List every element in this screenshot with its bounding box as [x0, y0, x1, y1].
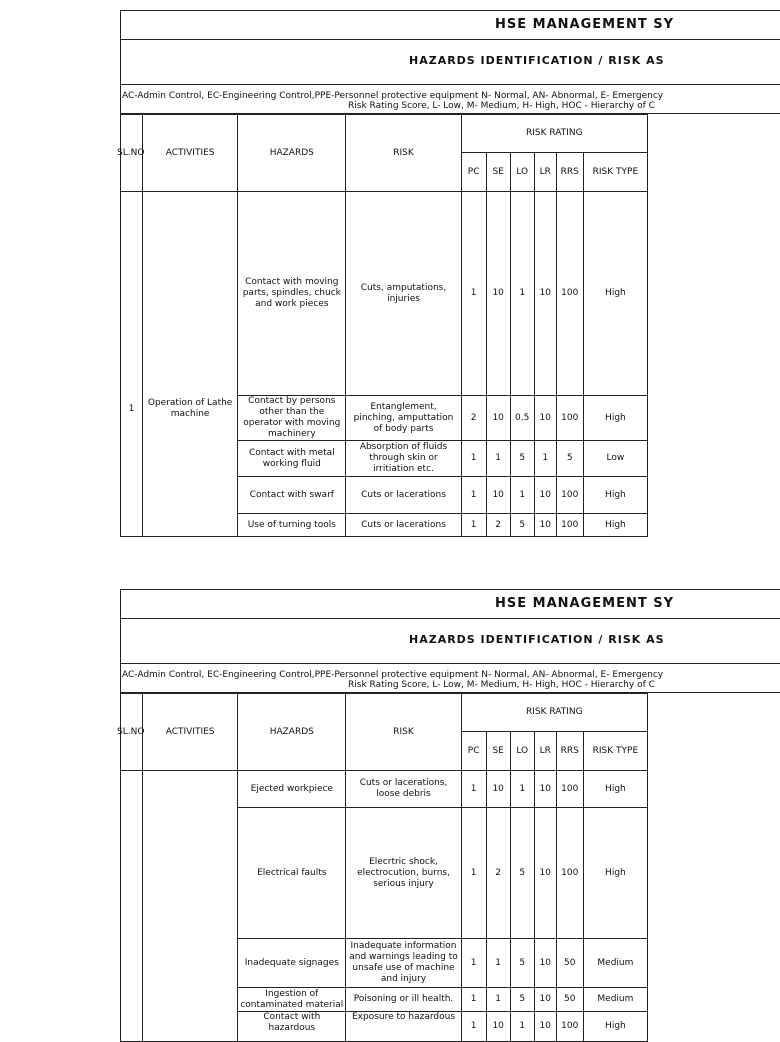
col-header-lr: LR: [534, 732, 556, 771]
risk-cell: Poisoning or ill health.: [346, 988, 461, 1012]
col-header-pc: PC: [461, 732, 486, 771]
se-cell: 2: [486, 514, 510, 537]
lo-cell: 1: [510, 477, 534, 514]
sl-no-cell: [121, 771, 143, 1042]
legend-line-1: AC-Admin Control, EC-Engineering Control,PPE-Personnel protective equipment N- Normal, AN- Abnormal, E- Emergency: [122, 91, 664, 101]
col-header-risk-type: RISK TYPE: [583, 732, 647, 771]
col-header-hazards: HAZARDS: [238, 694, 346, 771]
risk-cell: Entanglement, pinching, amputtation of body parts: [346, 396, 461, 441]
risk-cell: Cuts or lacerations, loose debris: [346, 771, 461, 808]
hazard-cell: Use of turning tools: [238, 514, 346, 537]
activity-cell: [143, 771, 238, 1042]
col-header-hazards: HAZARDS: [238, 115, 346, 192]
se-cell: 10: [486, 192, 510, 396]
se-cell: 1: [486, 441, 510, 477]
risk-type-cell: Medium: [583, 988, 647, 1012]
pc-cell: 1: [461, 988, 486, 1012]
risk-type-cell: High: [583, 477, 647, 514]
col-header-risk-rating: RISK RATING: [461, 115, 647, 153]
col-header-se: SE: [486, 732, 510, 771]
risk-cell: Cuts or lacerations: [346, 477, 461, 514]
col-header-lo: LO: [510, 732, 534, 771]
pc-cell: 1: [461, 514, 486, 537]
col-header-activities: ACTIVITIES: [143, 115, 238, 192]
document-title: HSE MANAGEMENT SY: [495, 596, 675, 611]
lr-cell: 10: [534, 396, 556, 441]
subtitle-row: [121, 619, 780, 664]
pc-cell: 1: [461, 771, 486, 808]
document-title: HSE MANAGEMENT SY: [495, 17, 675, 32]
legend: [121, 85, 780, 115]
rrs-cell: 100: [556, 771, 583, 808]
lr-cell: 10: [534, 939, 556, 988]
table-row: [121, 192, 648, 396]
legend: [121, 664, 780, 694]
se-cell: 10: [486, 396, 510, 441]
risk-type-cell: High: [583, 771, 647, 808]
col-header-lo: LO: [510, 153, 534, 192]
risk-type-cell: High: [583, 192, 647, 396]
rrs-cell: 100: [556, 514, 583, 537]
rrs-cell: 100: [556, 396, 583, 441]
legend-line-2: Risk Rating Score, L- Low, M- Medium, H- High, HOC - Hierarchy of C: [348, 101, 655, 111]
pc-cell: 1: [461, 939, 486, 988]
lo-cell: 1: [510, 1012, 534, 1042]
col-header-sl: SL.NO: [121, 694, 143, 771]
risk-cell: Exposure to hazardous: [346, 1012, 461, 1042]
risk-type-cell: High: [583, 808, 647, 939]
se-cell: 10: [486, 771, 510, 808]
lr-cell: 1: [534, 441, 556, 477]
sl-no-cell: 1: [121, 192, 143, 537]
hazard-cell: Contact by persons other than the operator with moving machinery: [238, 396, 346, 441]
subtitle-row: [121, 40, 780, 85]
se-cell: 1: [486, 939, 510, 988]
lr-cell: 10: [534, 477, 556, 514]
col-header-pc: PC: [461, 153, 486, 192]
title-row: [121, 590, 780, 619]
se-cell: 1: [486, 988, 510, 1012]
legend-line-2: Risk Rating Score, L- Low, M- Medium, H- High, HOC - Hierarchy of C: [348, 680, 655, 690]
table-row: [121, 771, 648, 808]
rrs-cell: 100: [556, 477, 583, 514]
hazard-cell: Contact with moving parts, spindles, chuck and work pieces: [238, 192, 346, 396]
rrs-cell: 100: [556, 192, 583, 396]
hazard-cell: Contact with hazardous: [238, 1012, 346, 1042]
lo-cell: 5: [510, 441, 534, 477]
lo-cell: 5: [510, 808, 534, 939]
rrs-cell: 5: [556, 441, 583, 477]
risk-cell: Cuts, amputations, injuries: [346, 192, 461, 396]
lo-cell: 5: [510, 988, 534, 1012]
pc-cell: 1: [461, 1012, 486, 1042]
lo-cell: 5: [510, 514, 534, 537]
pc-cell: 1: [461, 808, 486, 939]
pc-cell: 1: [461, 441, 486, 477]
title-row: [121, 11, 780, 40]
sheet-page-1: [0, 10, 768, 530]
risk-cell: Inadequate information and warnings leading to unsafe use of machine and injury: [346, 939, 461, 988]
rrs-cell: 100: [556, 808, 583, 939]
lo-cell: 1: [510, 771, 534, 808]
risk-cell: Cuts or lacerations: [346, 514, 461, 537]
hazard-cell: Contact with metal working fluid: [238, 441, 346, 477]
hazard-cell: Electrical faults: [238, 808, 346, 939]
col-header-rrs: RRS: [556, 732, 583, 771]
risk-type-cell: Low: [583, 441, 647, 477]
col-header-risk: RISK: [346, 694, 461, 771]
hazard-cell: Inadequate signages: [238, 939, 346, 988]
rrs-cell: 50: [556, 939, 583, 988]
col-header-rrs: RRS: [556, 153, 583, 192]
hazard-cell: Contact with swarf: [238, 477, 346, 514]
col-header-risk-type: RISK TYPE: [583, 153, 647, 192]
col-header-activities: ACTIVITIES: [143, 694, 238, 771]
risk-type-cell: High: [583, 396, 647, 441]
col-header-risk-rating: RISK RATING: [461, 694, 647, 732]
risk-type-cell: High: [583, 514, 647, 537]
risk-type-cell: High: [583, 1012, 647, 1042]
lr-cell: 10: [534, 808, 556, 939]
se-cell: 10: [486, 477, 510, 514]
lr-cell: 10: [534, 988, 556, 1012]
col-header-risk: RISK: [346, 115, 461, 192]
rrs-cell: 100: [556, 1012, 583, 1042]
risk-table: [117, 114, 648, 537]
lo-cell: 0.5: [510, 396, 534, 441]
lr-cell: 10: [534, 192, 556, 396]
se-cell: 2: [486, 808, 510, 939]
document-subtitle: HAZARDS IDENTIFICATION / RISK AS: [409, 54, 665, 67]
col-header-sl: SL.NO: [121, 115, 143, 192]
pc-cell: 2: [461, 396, 486, 441]
risk-cell: Elecrtric shock, electrocution, burns, serious injury: [346, 808, 461, 939]
risk-cell: Absorption of fluids through skin or irritiation etc.: [346, 441, 461, 477]
col-header-lr: LR: [534, 153, 556, 192]
risk-table: [117, 693, 648, 1042]
col-header-se: SE: [486, 153, 510, 192]
header-frame: [120, 589, 780, 693]
pc-cell: 1: [461, 192, 486, 396]
hazard-cell: Ingestion of contaminated material: [238, 988, 346, 1012]
se-cell: 10: [486, 1012, 510, 1042]
lo-cell: 1: [510, 192, 534, 396]
legend-line-1: AC-Admin Control, EC-Engineering Control,PPE-Personnel protective equipment N- Normal, AN- Abnormal, E- Emergency: [122, 670, 664, 680]
activity-cell: Operation of Lathe machine: [143, 192, 238, 537]
sheet-page-2: [0, 589, 768, 1033]
risk-type-cell: Medium: [583, 939, 647, 988]
lr-cell: 10: [534, 771, 556, 808]
pc-cell: 1: [461, 477, 486, 514]
lo-cell: 5: [510, 939, 534, 988]
hazard-cell: Ejected workpiece: [238, 771, 346, 808]
document-subtitle: HAZARDS IDENTIFICATION / RISK AS: [409, 633, 665, 646]
lr-cell: 10: [534, 1012, 556, 1042]
header-frame: [120, 10, 780, 114]
rrs-cell: 50: [556, 988, 583, 1012]
lr-cell: 10: [534, 514, 556, 537]
